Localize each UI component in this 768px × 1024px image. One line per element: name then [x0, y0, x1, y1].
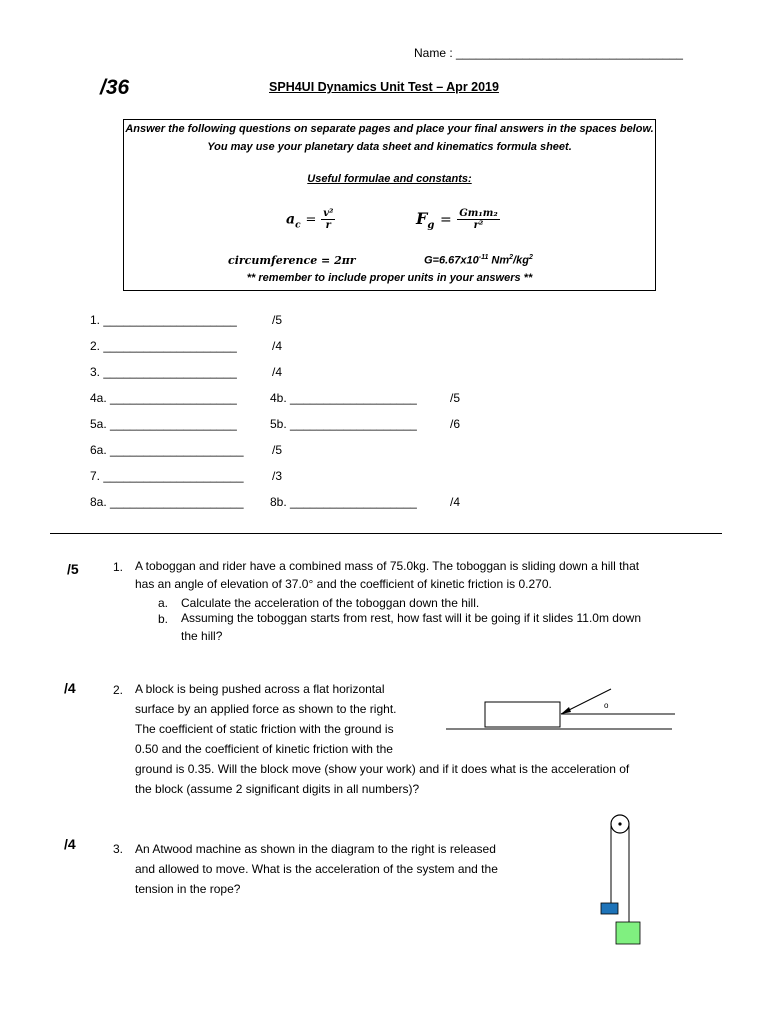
- name-field: Name : __________________________________: [414, 46, 683, 60]
- fg-sub: g: [427, 220, 435, 232]
- q1-marks: /5: [67, 561, 79, 577]
- ac-lhs: a: [286, 211, 296, 228]
- ac-numerator: v²: [323, 208, 334, 219]
- q2-text: A block is being pushed across a flat horizontal surface by an applied force as shown to the right. The coefficient of static friction with the ground is 0.50 and the coefficient of kinetic friction with the ground is 0.35. Will the block move (show your work) and if it does what is the acceleration of the block (assume 2 significant digits in all numbers)?: [135, 682, 630, 796]
- fg-numerator: Gm₁m₂: [459, 208, 498, 219]
- q2-marks: /4: [64, 680, 76, 696]
- ac-sub: c: [295, 220, 301, 231]
- instruction-line-2: You may use your planetary data sheet and kinematics formula sheet.: [207, 141, 572, 153]
- atwood-machine-diagram: [590, 810, 650, 950]
- answer-marks-5: /6: [450, 417, 461, 431]
- formulae-heading: Useful formulae and constants:: [307, 173, 472, 185]
- answer-line-8b: 8b. ___________________: [270, 495, 417, 509]
- q1a-label: a.: [158, 596, 169, 610]
- ac-denominator: r: [325, 220, 331, 231]
- fg-eq: =: [439, 212, 452, 228]
- answer-marks-3: /4: [272, 365, 283, 379]
- g-units-a: Nm: [488, 254, 510, 267]
- q3-number: 3.: [113, 842, 124, 856]
- answer-marks-2: /4: [272, 339, 283, 353]
- instruction-line-1: Answer the following questions on separate pages and place your final answers in the spaces below.: [125, 123, 654, 135]
- q1-number: 1.: [113, 560, 124, 574]
- answer-marks-1: /5: [272, 313, 283, 327]
- q1b-label: b.: [158, 612, 169, 626]
- answer-line-2: 2. ____________________: [90, 339, 237, 353]
- page-title: SPH4UI Dynamics Unit Test – Apr 2019: [269, 80, 499, 94]
- g-units-sup2: 2: [528, 254, 533, 261]
- instructions-box: [123, 119, 656, 291]
- q2-number: 2.: [113, 683, 124, 697]
- angle-mark: o: [604, 701, 609, 710]
- q2-block-diagram: [440, 680, 680, 740]
- circumference-formula: circumference = 2πr: [228, 254, 356, 267]
- answer-line-6a: 6a. ____________________: [90, 443, 244, 457]
- arrow-head: [561, 707, 571, 714]
- centripetal-formula: [286, 208, 335, 231]
- gravity-formula: [416, 208, 500, 231]
- answer-marks-8: /4: [450, 495, 461, 509]
- answer-line-5a: 5a. ___________________: [90, 417, 237, 431]
- q3-marks: /4: [64, 836, 76, 852]
- q1a-text: Calculate the acceleration of the toboggan down the hill.: [181, 596, 480, 610]
- ac-fraction: [321, 208, 335, 231]
- units-reminder: ** remember to include proper units in your answers **: [246, 272, 533, 284]
- q3-text: An Atwood machine as shown in the diagram to the right is released and allowed to move. What is the acceleration of the system and the tension in the rope?: [135, 842, 498, 896]
- block: [485, 702, 560, 727]
- q1-text: A toboggan and rider have a combined mass of 75.0kg. The toboggan is sliding down a hill that has an angle of elevation of 37.0° and the coefficient of kinetic friction is 0.270.: [135, 559, 640, 591]
- answer-marks-4: /5: [450, 391, 461, 405]
- gravitational-constant: [424, 254, 533, 267]
- fg-fraction: [457, 208, 499, 231]
- answer-marks-6: /5: [272, 443, 283, 457]
- small-mass: [601, 903, 618, 914]
- fg-denominator: r²: [473, 220, 484, 231]
- answer-line-4a: 4a. ___________________: [90, 391, 237, 405]
- ac-eq: =: [305, 212, 317, 228]
- answer-line-5b: 5b. ___________________: [270, 417, 417, 431]
- section-divider: [50, 533, 722, 534]
- g-const: G=6.67x10: [424, 254, 479, 267]
- answer-line-7: 7. _____________________: [90, 469, 244, 483]
- answer-line-1: 1. ____________________: [90, 313, 237, 327]
- g-units-b: /kg: [513, 254, 529, 267]
- pulley-axle: [618, 822, 621, 825]
- g-units-sup1: 2: [509, 254, 514, 261]
- answer-line-8a: 8a. ____________________: [90, 495, 244, 509]
- total-marks: /36: [100, 76, 130, 99]
- fg-lhs: F: [416, 209, 428, 228]
- answer-line-3: 3. ____________________: [90, 365, 237, 379]
- g-exp: -11: [478, 254, 489, 261]
- large-mass: [616, 922, 640, 944]
- answer-line-4b: 4b. ___________________: [270, 391, 417, 405]
- q1b-text: Assuming the toboggan starts from rest, how fast will it be going if it slides 11.0m down the hill?: [181, 611, 641, 643]
- answer-marks-7: /3: [272, 469, 283, 483]
